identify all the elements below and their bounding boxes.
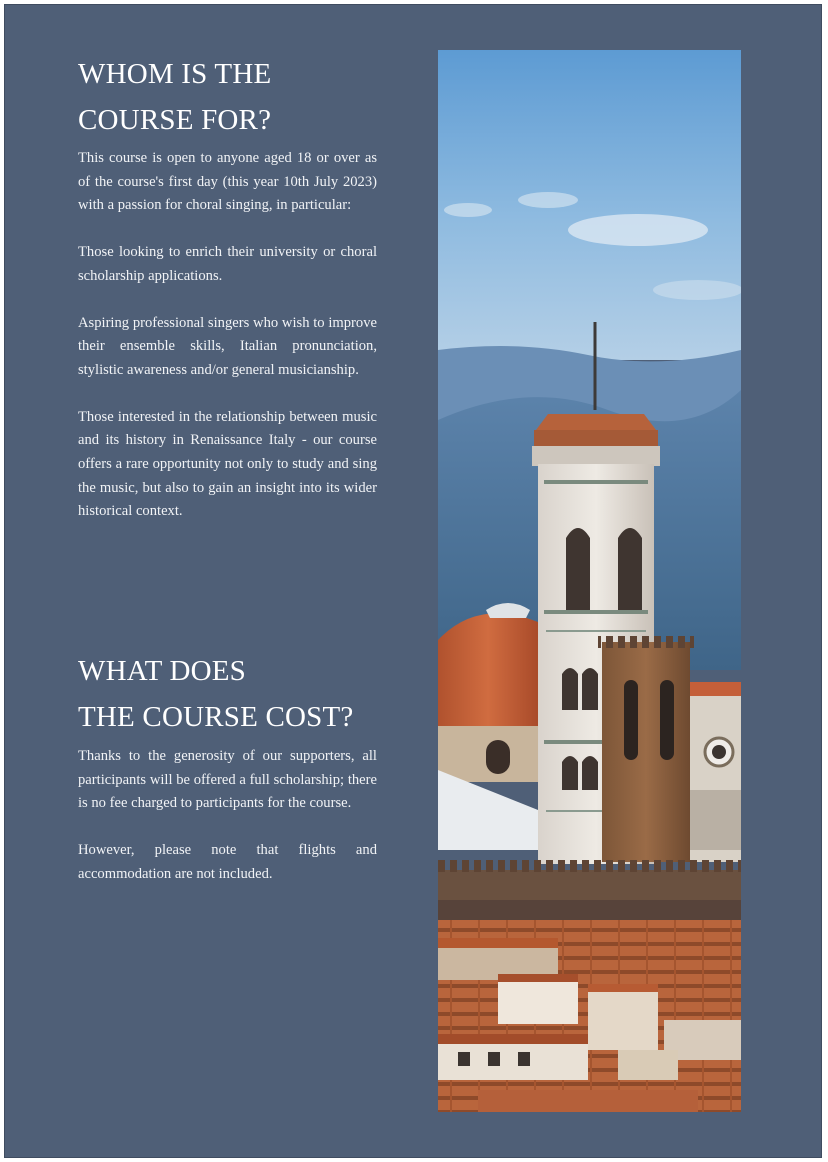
paragraph: Those looking to enrich their university or choral scholarship applications. <box>78 244 377 284</box>
paragraph: This course is open to anyone aged 18 or over as of the course's first day (this year 10th July 2023) with a passion for choral singing, in particular: <box>78 150 377 214</box>
heading-line: WHAT DOES <box>78 655 247 687</box>
section-course-audience <box>78 51 377 547</box>
heading-line: WHOM IS THE <box>78 58 272 90</box>
paragraph: Thanks to the generosity of our supporters, all participants will be offered a full scholarship; there is no fee charged to participants for the course. <box>78 748 377 812</box>
paragraph: However, please note that flights and accommodation are not included. <box>78 842 377 882</box>
paragraph: Those interested in the relationship between music and its history in Renaissance Italy - our course offers a rare opportunity not only to study and sing the music, but also to gain an insight into its wider historical context. <box>78 408 377 520</box>
heading-line: COURSE FOR? <box>78 104 272 136</box>
paragraph: Aspiring professional singers who wish to improve their ensemble skills, Italian pronunciation, stylistic awareness and/or general musicianship. <box>78 314 377 378</box>
brochure-page <box>4 4 822 1158</box>
section-course-cost <box>78 648 377 910</box>
heading-line: THE COURSE COST? <box>78 701 354 733</box>
section-heading <box>78 648 377 740</box>
florence-photo <box>438 50 741 1112</box>
section-heading <box>78 51 377 143</box>
